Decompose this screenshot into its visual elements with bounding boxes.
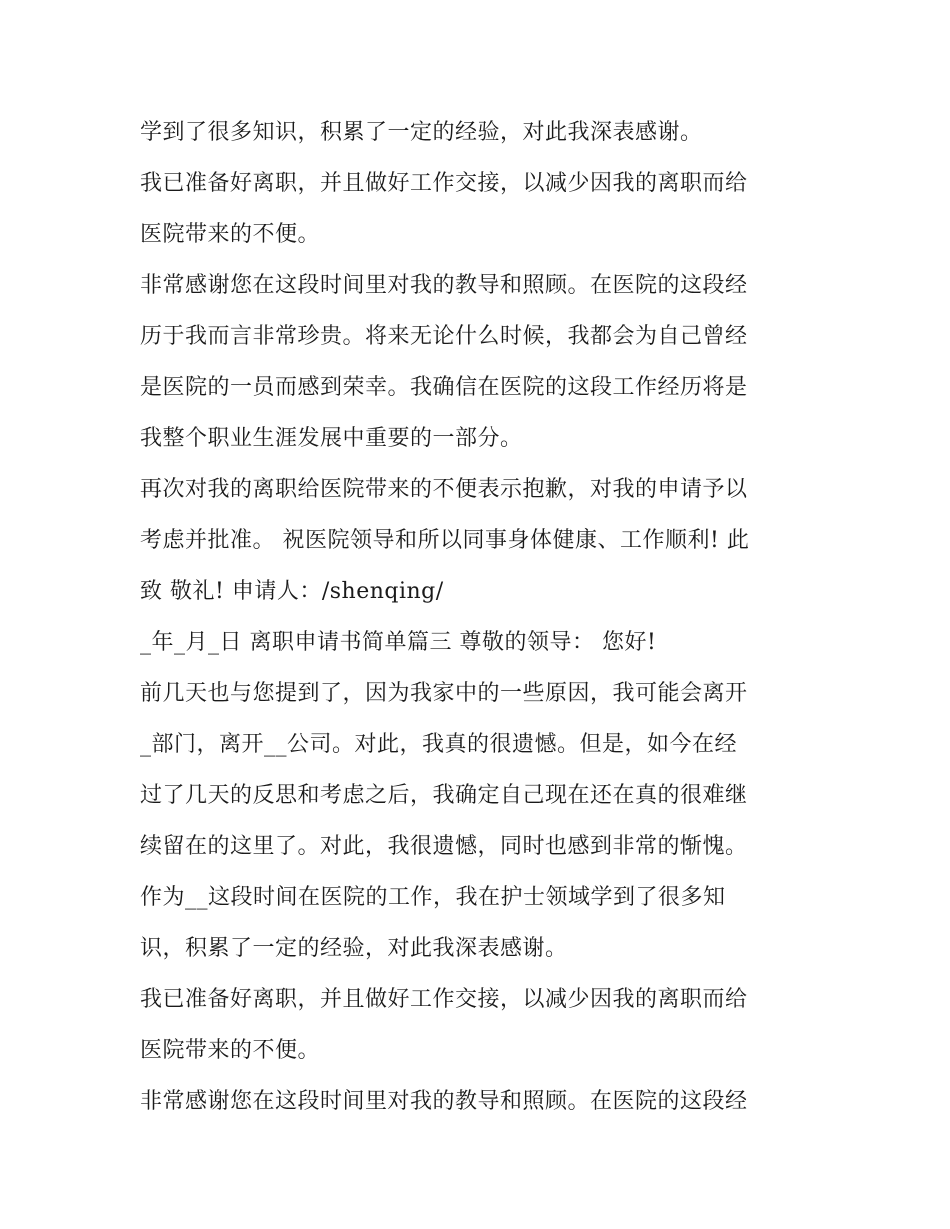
text-line: 过了几天的反思和考虑之后，我确定自己现在还在真的很难继 (140, 783, 748, 808)
text-line: 是医院的一员而感到荣幸。我确信在医院的这段工作经历将是 (140, 375, 748, 400)
text-line: 致 敬礼! 申请人：/shenqing/ (140, 579, 444, 604)
text-line: 续留在的这里了。对此，我很遗憾，同时也感到非常的惭愧。 (140, 834, 748, 859)
text-line: 识，积累了一定的经验，对此我深表感谢。 (140, 936, 568, 961)
text-line: 考虑并批准。 祝医院领导和所以同事身体健康、工作顺利! 此 (140, 528, 750, 553)
text-line: 非常感谢您在这段时间里对我的教导和照顾。在医院的这段经 (140, 273, 748, 298)
text-line: 历于我而言非常珍贵。将来无论什么时候，我都会为自己曾经 (140, 324, 748, 349)
document-body (140, 107, 820, 1127)
text-line: _部门，离开__公司。对此，我真的很遗憾。但是，如今在经 (140, 732, 738, 757)
text-line: 作为__这段时间在医院的工作，我在护士领域学到了很多知 (140, 885, 726, 910)
text-line: 再次对我的离职给医院带来的不便表示抱歉，对我的申请予以 (140, 477, 748, 502)
text-line: 我已准备好离职，并且做好工作交接，以减少因我的离职而给 (140, 987, 748, 1012)
text-line: 医院带来的不便。 (140, 222, 321, 247)
text-line: 医院带来的不便。 (140, 1038, 321, 1063)
text-line: _年_月_日 离职申请书简单篇三 尊敬的领导： 您好! (140, 630, 657, 655)
text-line: 前几天也与您提到了，因为我家中的一些原因，我可能会离开 (140, 681, 748, 706)
text-line: 学到了很多知识，积累了一定的经验，对此我深表感谢。 (140, 120, 703, 145)
text-line: 非常感谢您在这段时间里对我的教导和照顾。在医院的这段经 (140, 1089, 748, 1114)
text-line: 我整个职业生涯发展中重要的一部分。 (140, 426, 523, 451)
text-line: 我已准备好离职，并且做好工作交接，以减少因我的离职而给 (140, 171, 748, 196)
